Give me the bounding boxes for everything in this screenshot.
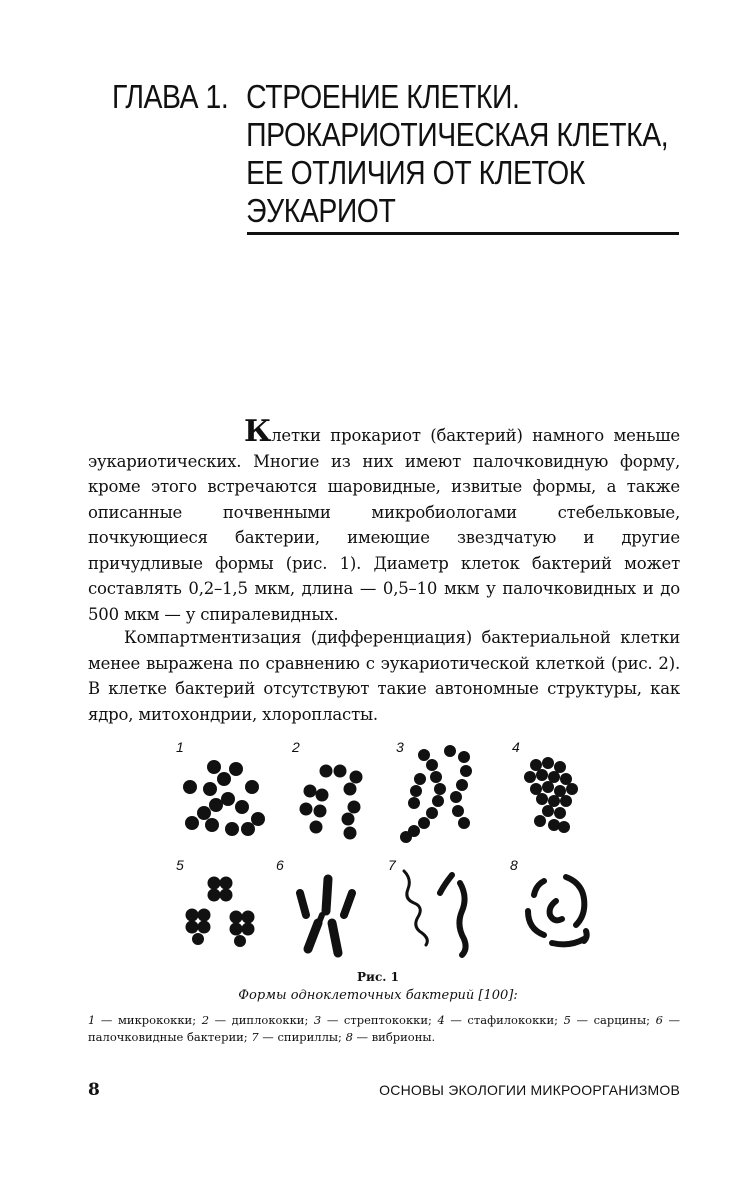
figure-label: Рис. 1: [357, 970, 399, 984]
panel-diplococci: [286, 735, 392, 845]
panel-number: 7: [388, 857, 396, 873]
chapter-title-line: ЭУКАРИОТ: [246, 192, 396, 229]
legend-text: — диплококки;: [209, 1013, 314, 1027]
panel-sarcinae: [170, 853, 276, 963]
panel-number: 1: [176, 739, 184, 755]
chapter-title-line: ПРОКАРИОТИЧЕСКАЯ КЛЕТКА,: [246, 116, 669, 153]
micrococci-illustration: [170, 735, 276, 845]
bacteria-figure: [170, 735, 600, 960]
drop-cap: К: [244, 414, 272, 449]
chapter-title-line: СТРОЕНИЕ КЛЕТКИ.: [246, 78, 520, 115]
legend-number: 7: [251, 1030, 259, 1044]
legend-text: — сарцины;: [570, 1013, 656, 1027]
figure-title: Формы одноклеточных бактерий [100]:: [238, 988, 518, 1003]
legend-number: 2: [201, 1013, 210, 1027]
panel-streptococci: [390, 735, 496, 845]
legend-number: 4: [437, 1013, 445, 1027]
panel-number: 8: [510, 857, 518, 873]
legend-number: 8: [345, 1030, 353, 1044]
panel-number: 3: [396, 739, 404, 755]
panel-number: 5: [176, 857, 184, 873]
rod-bacteria-illustration: [270, 853, 376, 963]
panel-number: 4: [512, 739, 520, 755]
legend-text: — микрококки;: [95, 1013, 202, 1027]
sarcinae-illustration: [170, 853, 276, 963]
legend-text: — стрептококки;: [321, 1013, 438, 1027]
streptococci-illustration: [390, 735, 496, 845]
legend-text: — вибрионы.: [352, 1030, 436, 1044]
heading-rule: [247, 232, 679, 235]
legend-text: — стафилококки;: [444, 1013, 564, 1027]
legend-number: 3: [313, 1013, 322, 1027]
panel-micrococci: [170, 735, 276, 845]
panel-staphylococci: [506, 735, 612, 845]
page-number: 8: [88, 1080, 100, 1100]
legend-number: 1: [88, 1013, 96, 1027]
legend-text: — палочковидные бактерии;: [88, 1013, 680, 1044]
staphylococci-illustration: [506, 735, 612, 845]
figure-legend: [88, 1012, 680, 1046]
paragraph-1-text: летки прокариот (бактерий) намного меньше эукариотических. Многие из них имеют палочковидную форму, кроме этого встречаются шаровидные, извитые формы, а также описанные почвенными микробиологами стебельковые, почкующиеся бактерии, имеющие звездчатую и другие причудливые формы (рис. 1). Диаметр клеток бактерий может составлять 0,2–1,5 мкм, длина — 0,5–10 мкм у палочковидных и до 500 мкм — у спиралевидных.: [88, 426, 680, 624]
spirilla-illustration: [382, 853, 488, 963]
chapter-title: [246, 78, 728, 230]
diplococci-illustration: [286, 735, 392, 845]
legend-text: — спириллы;: [258, 1030, 346, 1044]
panel-number: 2: [292, 739, 300, 755]
paragraph-2: Компартментизация (дифференциация) бактериальной клетки менее выражена по сравнению с эукариотической клеткой (рис. 2). В клетке бактерий отсутствуют такие автономные структуры, как ядро, митохондрии, хлоропласты.: [88, 628, 680, 724]
panel-spirilla: [382, 853, 488, 963]
vibrios-illustration: [504, 853, 610, 963]
legend-number: 5: [563, 1013, 571, 1027]
panel-vibrios: [504, 853, 610, 963]
paragraph-1: [88, 414, 680, 627]
running-head: ОСНОВЫ ЭКОЛОГИИ МИКРООРГАНИЗМОВ: [379, 1082, 680, 1098]
legend-number: 6: [655, 1013, 663, 1027]
chapter-title-line: ЕЕ ОТЛИЧИЯ ОТ КЛЕТОК: [246, 154, 585, 191]
panel-number: 6: [276, 857, 284, 873]
chapter-label: ГЛАВА 1.: [112, 78, 229, 115]
panel-rod-bacteria: [270, 853, 376, 963]
